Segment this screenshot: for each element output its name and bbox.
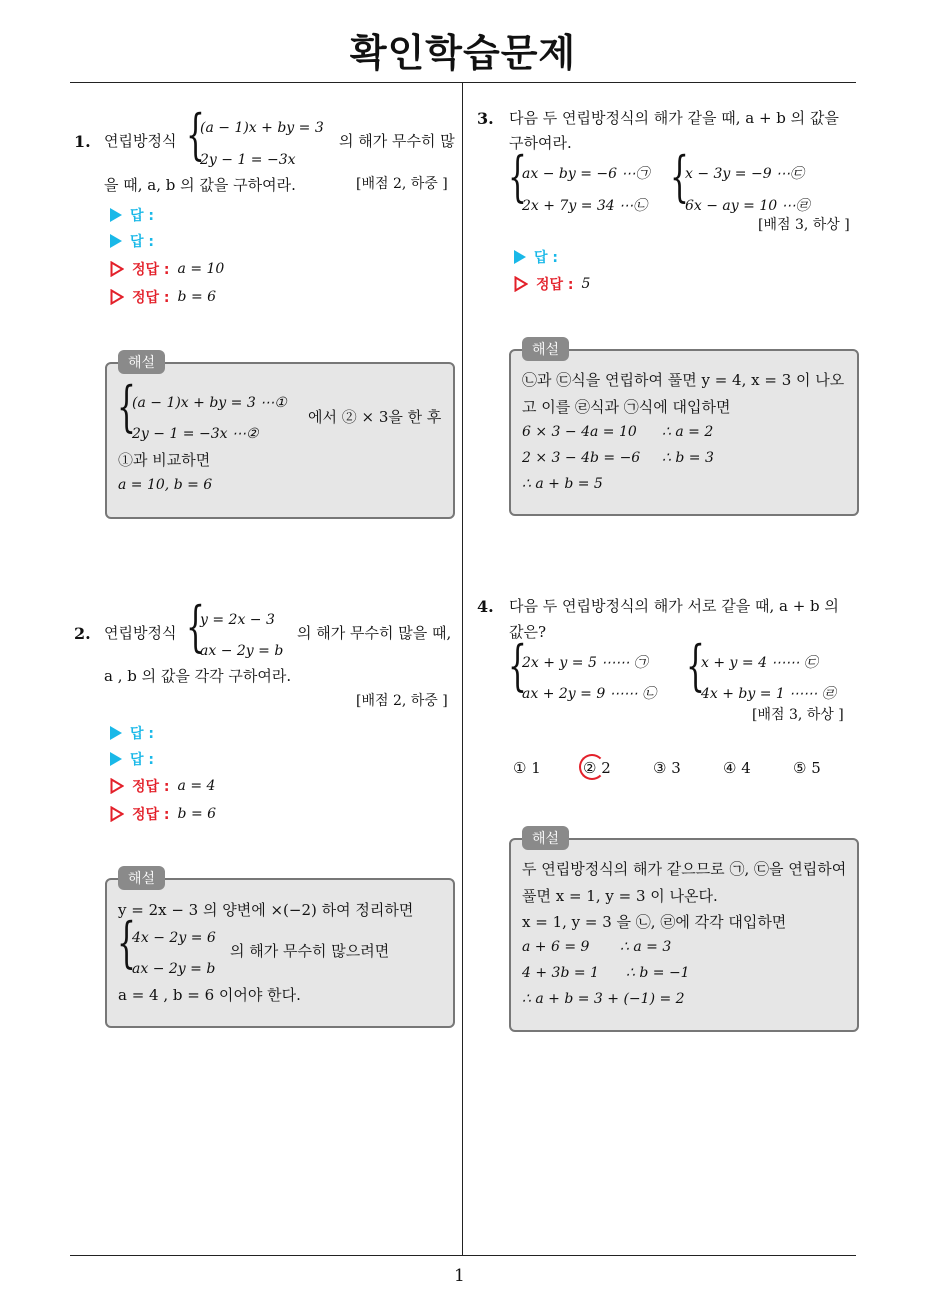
solution-tag: 해설 xyxy=(118,866,165,890)
correct-label: 정답 : xyxy=(132,262,170,278)
footer-rule xyxy=(70,1255,856,1256)
solution-tag: 해설 xyxy=(118,350,165,374)
answer-label: 답 : xyxy=(130,752,154,768)
correct-answer: a = 4 xyxy=(177,778,216,794)
correct-answer: b = 6 xyxy=(177,806,217,822)
system-brace: { xyxy=(508,634,527,697)
solution-text: ∴ a + b = 3 + (−1) = 2 xyxy=(522,991,685,1007)
play-arrow-icon xyxy=(110,752,122,766)
correct-answer-line xyxy=(110,287,216,307)
solution-text: 4 + 3b = 1 xyxy=(522,965,599,981)
play-arrow-icon xyxy=(110,726,122,740)
correct-label: 정답 : xyxy=(132,807,170,823)
score-label: [배점 2, 하중 ] xyxy=(356,693,448,709)
column-divider xyxy=(462,83,463,1255)
equation: 6x − ay = 10 ⋯㉣ xyxy=(685,198,810,214)
solution-text: ∴ a = 3 xyxy=(620,939,672,955)
correct-answer-line xyxy=(110,804,216,824)
outline-arrow-icon xyxy=(110,778,124,794)
correct-answer: b = 6 xyxy=(177,289,217,305)
solution-text: 6 × 3 − 4a = 10 xyxy=(522,424,637,440)
equation: ax − 2y = b xyxy=(200,643,284,659)
equation: (a − 1)x + by = 3 ⋯① xyxy=(132,395,287,411)
equation: 4x + by = 1 ⋯⋯ ㉣ xyxy=(701,686,836,702)
correct-label: 정답 : xyxy=(536,277,574,293)
outline-arrow-icon xyxy=(110,806,124,822)
solution-text: 풀면 x = 1, y = 3 이 나온다. xyxy=(522,887,718,905)
system-brace: { xyxy=(186,595,205,658)
equation: y = 2x − 3 xyxy=(200,612,275,628)
solution-text: y = 2x − 3 의 양변에 ×(−2) 하여 정리하면 xyxy=(118,901,414,919)
solution-text: ∴ a + b = 5 xyxy=(522,476,603,492)
equation: ax − 2y = b xyxy=(132,961,216,977)
system-brace: { xyxy=(117,911,136,974)
equation: 2x + y = 5 ⋯⋯ ㉠ xyxy=(522,655,648,671)
solution-text: 의 해가 무수히 많으려면 xyxy=(230,942,390,960)
problem-text: 다음 두 연립방정식의 해가 같을 때, a + b 의 값을 xyxy=(509,109,839,127)
problem-text: 연립방정식 xyxy=(104,132,177,150)
correct-answer-line xyxy=(110,776,215,796)
problem-text: 을 때, a, b 의 값을 구하여라. xyxy=(104,176,296,194)
problem-number: 3. xyxy=(477,109,494,128)
correct-answer-line xyxy=(110,259,224,279)
answer-line xyxy=(110,231,154,251)
outline-arrow-icon xyxy=(110,261,124,277)
solution-text: ①과 비교하면 xyxy=(118,451,211,469)
solution-text: 2 × 3 − 4b = −6 xyxy=(522,450,641,466)
solution-text: 두 연립방정식의 해가 같으므로 ㉠, ㉢을 연립하여 xyxy=(522,860,847,878)
answer-label: 답 : xyxy=(130,208,154,224)
equation: 4x − 2y = 6 xyxy=(132,930,216,946)
system-brace: { xyxy=(686,634,705,697)
equation: x − 3y = −9 ⋯㉢ xyxy=(685,166,805,182)
problem-text: 의 해가 무수히 많 xyxy=(339,132,455,150)
system-brace: { xyxy=(186,103,205,166)
solution-text: a = 4 , b = 6 이어야 한다. xyxy=(118,986,301,1004)
solution-tag: 해설 xyxy=(522,826,569,850)
correct-answer: 5 xyxy=(581,276,591,292)
equation: 2x + 7y = 34 ⋯㉡ xyxy=(522,198,648,214)
system-brace: { xyxy=(670,145,689,208)
answer-label: 답 : xyxy=(130,234,154,250)
problem-text: a , b 의 값을 각각 구하여라. xyxy=(104,667,292,685)
equation: x + y = 4 ⋯⋯ ㉢ xyxy=(701,655,818,671)
play-arrow-icon xyxy=(514,250,526,264)
choice-3[interactable]: ③ 3 xyxy=(653,759,681,777)
answer-label: 답 : xyxy=(534,250,558,266)
header-rule xyxy=(70,82,856,83)
correct-answer: a = 10 xyxy=(177,261,225,277)
problem-number: 4. xyxy=(477,597,494,616)
solution-text: 에서 ② × 3을 한 후 xyxy=(308,408,442,426)
solution-text: x = 1, y = 3 을 ㉡, ㉣에 각각 대입하면 xyxy=(522,913,787,931)
answer-line xyxy=(110,205,154,225)
page-title: 확인학습문제 xyxy=(349,31,577,75)
problem-text: 구하여라. xyxy=(509,134,572,152)
solution-text: a + 6 = 9 xyxy=(522,939,590,955)
correct-label: 정답 : xyxy=(132,779,170,795)
answer-line xyxy=(110,749,154,769)
choice-5[interactable]: ⑤ 5 xyxy=(793,759,821,777)
correct-answer-line xyxy=(514,274,590,294)
answer-line xyxy=(514,247,558,267)
equation: ax − by = −6 ⋯㉠ xyxy=(522,166,650,182)
score-label: [배점 2, 하중 ] xyxy=(356,176,448,192)
system-brace: { xyxy=(508,145,527,208)
page-number: 1 xyxy=(454,1266,465,1286)
answer-label: 답 : xyxy=(130,726,154,742)
answer-line xyxy=(110,723,154,743)
outline-arrow-icon xyxy=(514,276,528,292)
solution-text: ∴ b = −1 xyxy=(626,965,690,981)
solution-text: ∴ b = 3 xyxy=(662,450,714,466)
equation: (a − 1)x + by = 3 xyxy=(200,120,324,136)
problem-text: 의 해가 무수히 많을 때, xyxy=(297,624,452,642)
choice-1[interactable]: ① 1 xyxy=(513,759,541,777)
choice-4[interactable]: ④ 4 xyxy=(723,759,751,777)
problem-text: 연립방정식 xyxy=(104,624,177,642)
problem-number: 1. xyxy=(74,132,91,151)
correct-label: 정답 : xyxy=(132,290,170,306)
score-label: [배점 3, 하상 ] xyxy=(752,707,844,723)
score-label: [배점 3, 하상 ] xyxy=(758,217,850,233)
equation: ax + 2y = 9 ⋯⋯ ㉡ xyxy=(522,686,657,702)
solution-tag: 해설 xyxy=(522,337,569,361)
play-arrow-icon xyxy=(110,234,122,248)
equation: 2y − 1 = −3x xyxy=(200,152,296,168)
solution-text: 고 이를 ㉣식과 ㉠식에 대입하면 xyxy=(522,398,731,416)
equation: 2y − 1 = −3x ⋯② xyxy=(132,426,259,442)
solution-text: a = 10, b = 6 xyxy=(118,477,213,493)
system-brace: { xyxy=(117,375,136,438)
outline-arrow-icon xyxy=(110,289,124,305)
problem-number: 2. xyxy=(74,624,91,643)
solution-text: ∴ a = 2 xyxy=(662,424,714,440)
problem-text: 값은? xyxy=(509,623,547,641)
solution-text: ㉡과 ㉢식을 연립하여 풀면 y = 4, x = 3 이 나오 xyxy=(522,371,845,389)
problem-text: 다음 두 연립방정식의 해가 서로 같을 때, a + b 의 xyxy=(509,597,839,615)
play-arrow-icon xyxy=(110,208,122,222)
choice-2[interactable]: ② 2 xyxy=(583,759,611,777)
